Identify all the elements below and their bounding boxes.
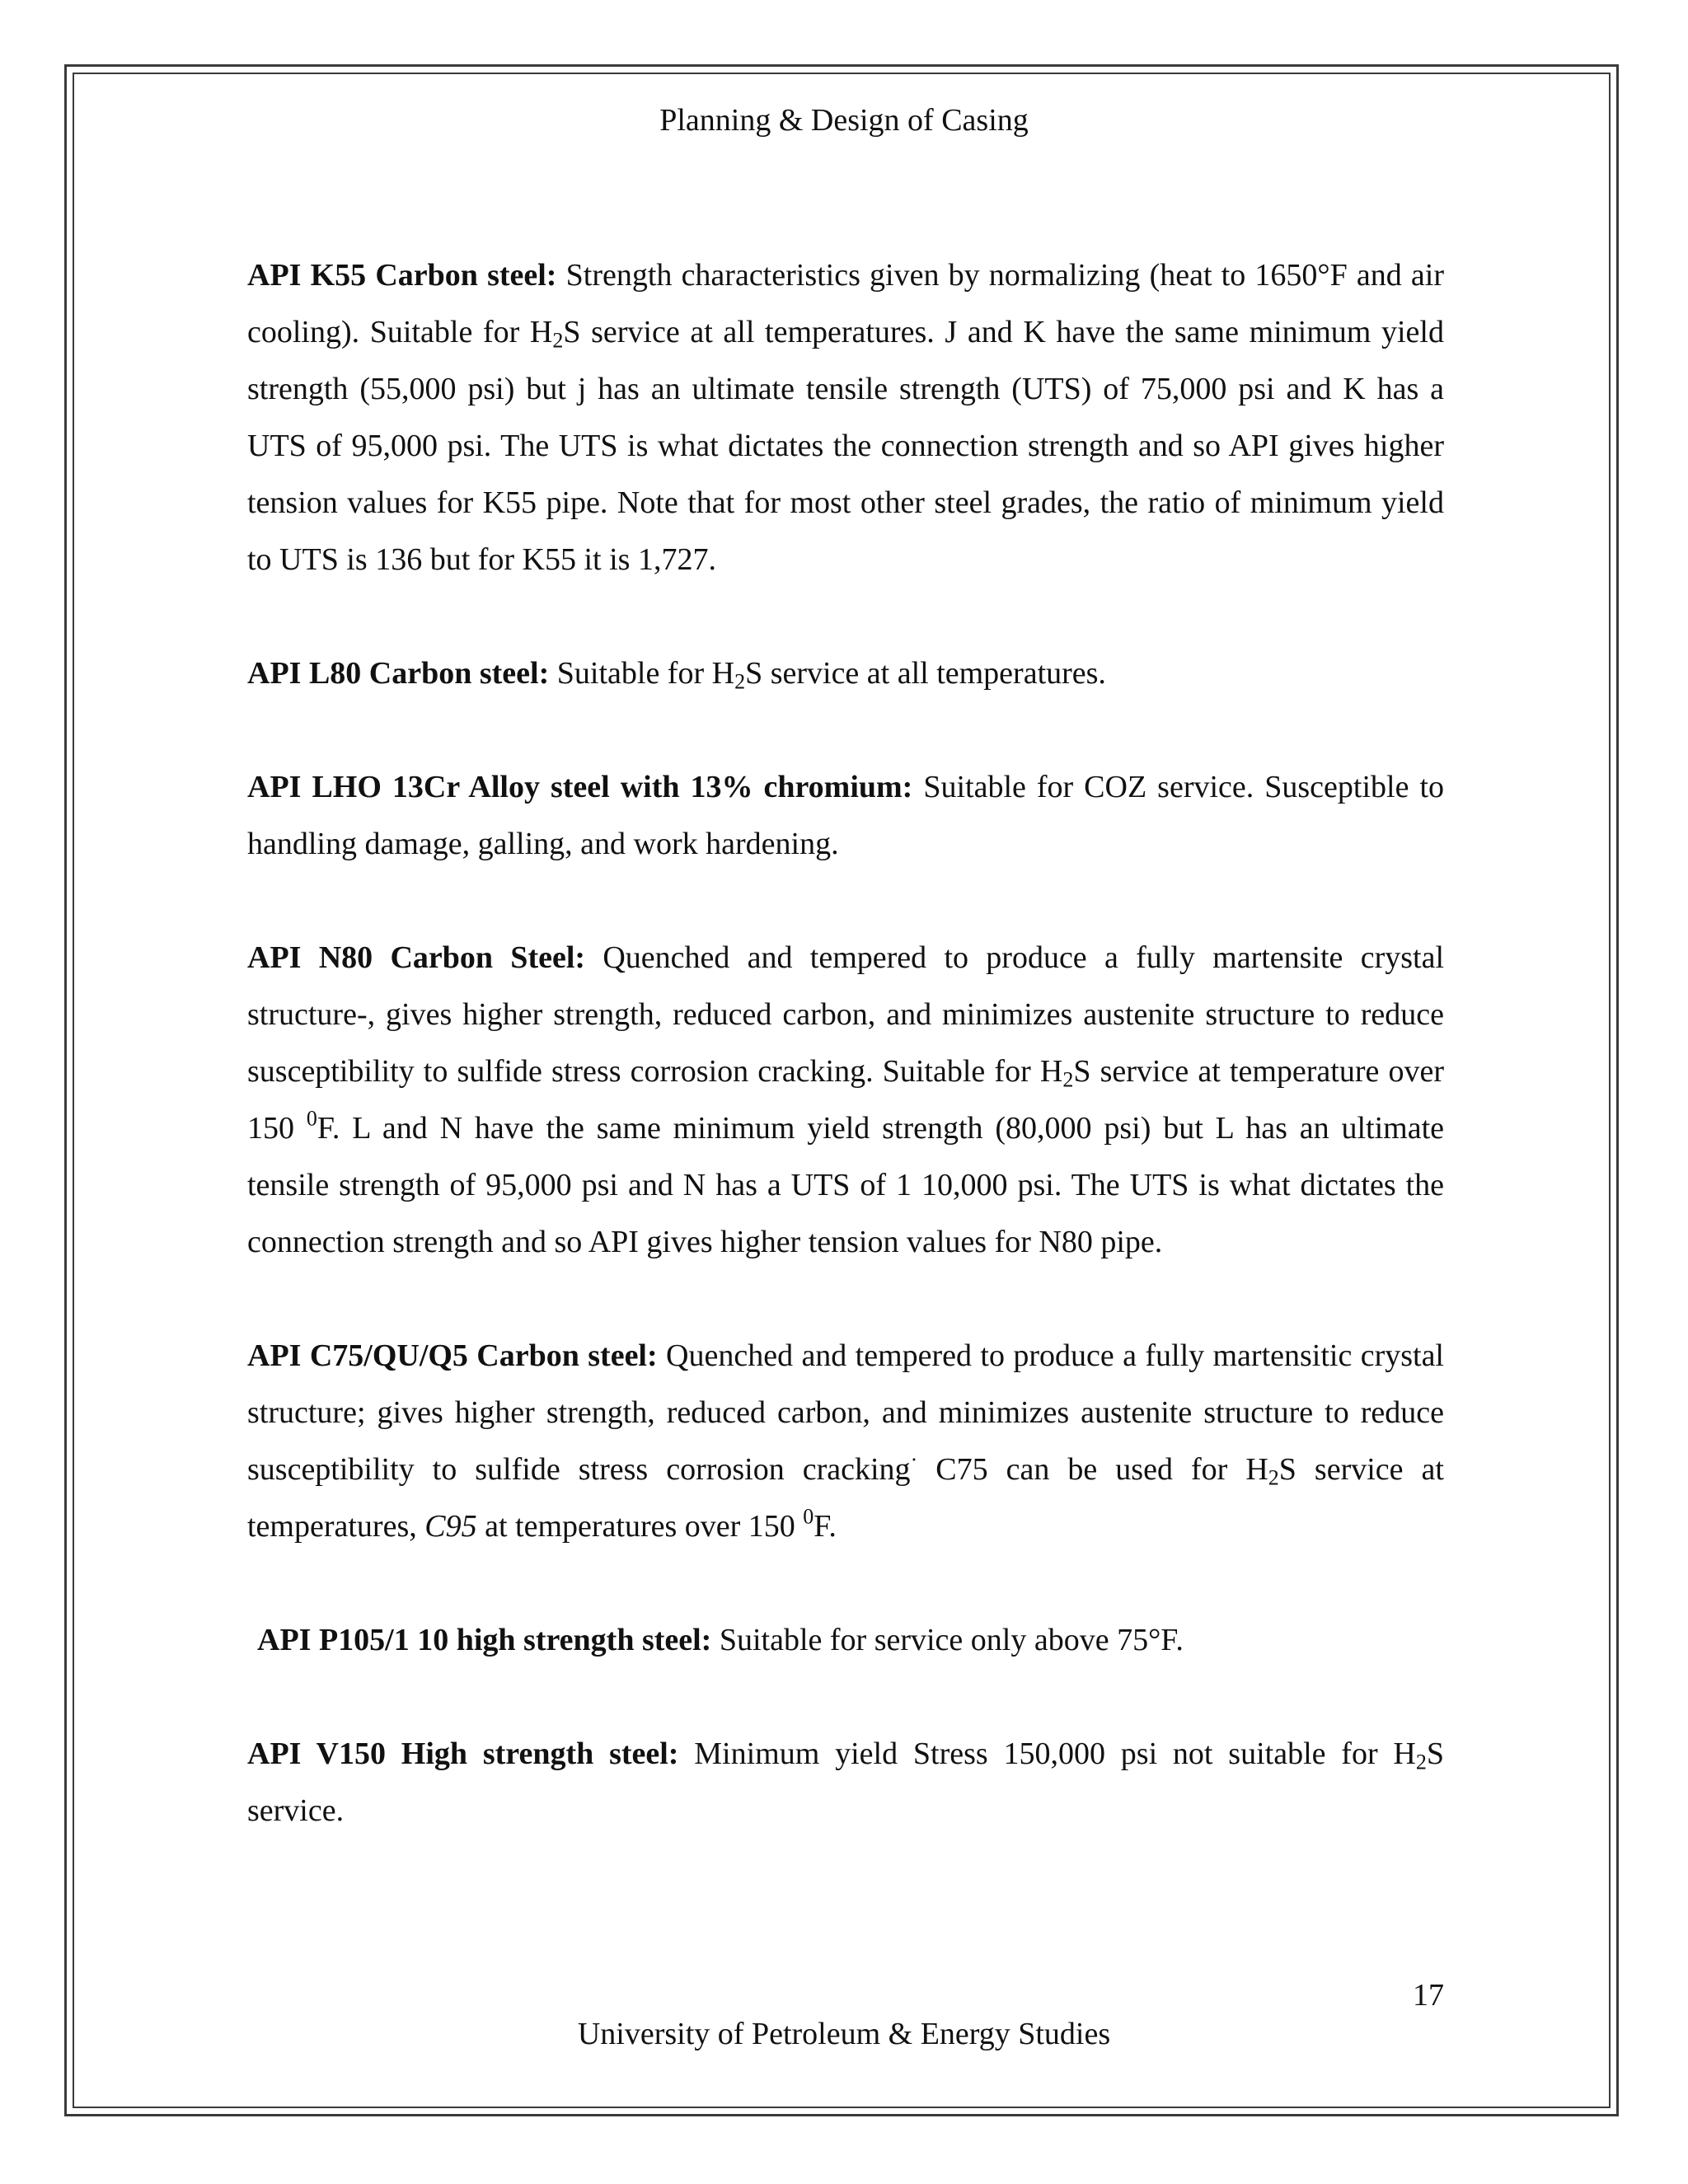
text-k55-part1: Strength characteristics given by normalizing (heat to 1650°F and air cooling). Suitable for H [247, 258, 1445, 349]
subscript-c75: 2 [1268, 1465, 1279, 1490]
text-p105: Suitable for service only above 75°F. [711, 1623, 1184, 1657]
running-footer: University of Petroleum & Energy Studies [577, 2017, 1111, 2051]
heading-k55: API K55 Carbon steel: [247, 258, 557, 293]
text-c75-part5: F. [814, 1509, 837, 1544]
paragraph-k55 [247, 247, 1444, 588]
heading-lho-13cr: API LHO 13Cr Alloy steel with 13% chromium: [247, 770, 913, 804]
text-c75-part3: S service at temperatures, [247, 1452, 1444, 1544]
paragraph-v150 [247, 1726, 1444, 1840]
superscript-n80: 0 [306, 1106, 317, 1131]
heading-p105: API P105/1 10 high strength steel: [257, 1623, 712, 1657]
text-v150-part2: S service. [247, 1736, 1444, 1828]
text-k55-part2: S service at all temperatures. J and K have the same minimum yield strength (55,000 psi) but j has an ultimate tensile strength (UTS) of 75,000 psi and K has a UTS of 95,000 psi. The UTS is what dictates the connection strength and so API gives higher tension values for K55 pipe. Note that for most other steel grades, the ratio of minimum yield to UTS is 136 but for K55 it is 1,727. [247, 315, 1444, 577]
heading-v150: API V150 High strength steel: [247, 1736, 679, 1771]
heading-l80: API L80 Carbon steel: [247, 656, 550, 691]
text-c75-part2: C75 can be used for H [917, 1452, 1268, 1487]
heading-c75: API C75/QU/Q5 Carbon steel: [247, 1338, 658, 1373]
paragraph-l80 [247, 645, 1444, 702]
text-l80-part2: S service at all temperatures. [745, 656, 1106, 691]
text-l80-part1: Suitable for H [549, 656, 735, 691]
raised-dot-c75: · [910, 1447, 918, 1472]
subscript-v150: 2 [1415, 1750, 1427, 1774]
superscript-c75: 0 [803, 1504, 814, 1529]
italic-c95: C95 [424, 1509, 477, 1544]
text-n80-part3: F. L and N have the same minimum yield strength (80,000 psi) but L has an ultimate tensile strength of 95,000 psi and N has a UTS of 1 10,000 psi. The UTS is what dictates the connection strength and so API gives higher tension values for N80 pipe. [247, 1111, 1444, 1259]
subscript-n80: 2 [1062, 1067, 1074, 1092]
heading-n80: API N80 Carbon Steel: [247, 940, 586, 975]
text-n80-part2: S service at temperature over 150 [247, 1054, 1445, 1146]
text-v150-part1: Minimum yield Stress 150,000 psi not suitable for H [678, 1736, 1416, 1771]
subscript-k55: 2 [552, 328, 564, 353]
subscript-l80: 2 [734, 669, 746, 694]
text-c75-part1: Quenched and tempered to produce a fully martensitic crystal structure; gives higher strength, reduced carbon, and minimizes austenite structure to reduce susceptibility to sulfide stress corrosion cracking [247, 1338, 1444, 1487]
text-c75-part4: at temperatures over 150 [476, 1509, 804, 1544]
paragraph-c75 [247, 1328, 1444, 1555]
running-header: Planning & Design of Casing [659, 103, 1029, 138]
paragraph-n80 [247, 930, 1444, 1271]
page-number: 17 [1413, 1978, 1444, 2013]
text-n80-part1: Quenched and tempered to produce a fully martensite crystal structure-, gives higher strength, reduced carbon, and minimizes austenite structure to reduce susceptibility to sulfide stress corrosion cracking. Suitable for H [247, 940, 1444, 1089]
text-lho-13cr: Suitable for COZ service. Susceptible to handling damage, galling, and work hardening. [247, 770, 1445, 861]
paragraph-lho-13cr [247, 759, 1444, 873]
page-body [247, 247, 1444, 1896]
paragraph-p105 [247, 1612, 1444, 1669]
